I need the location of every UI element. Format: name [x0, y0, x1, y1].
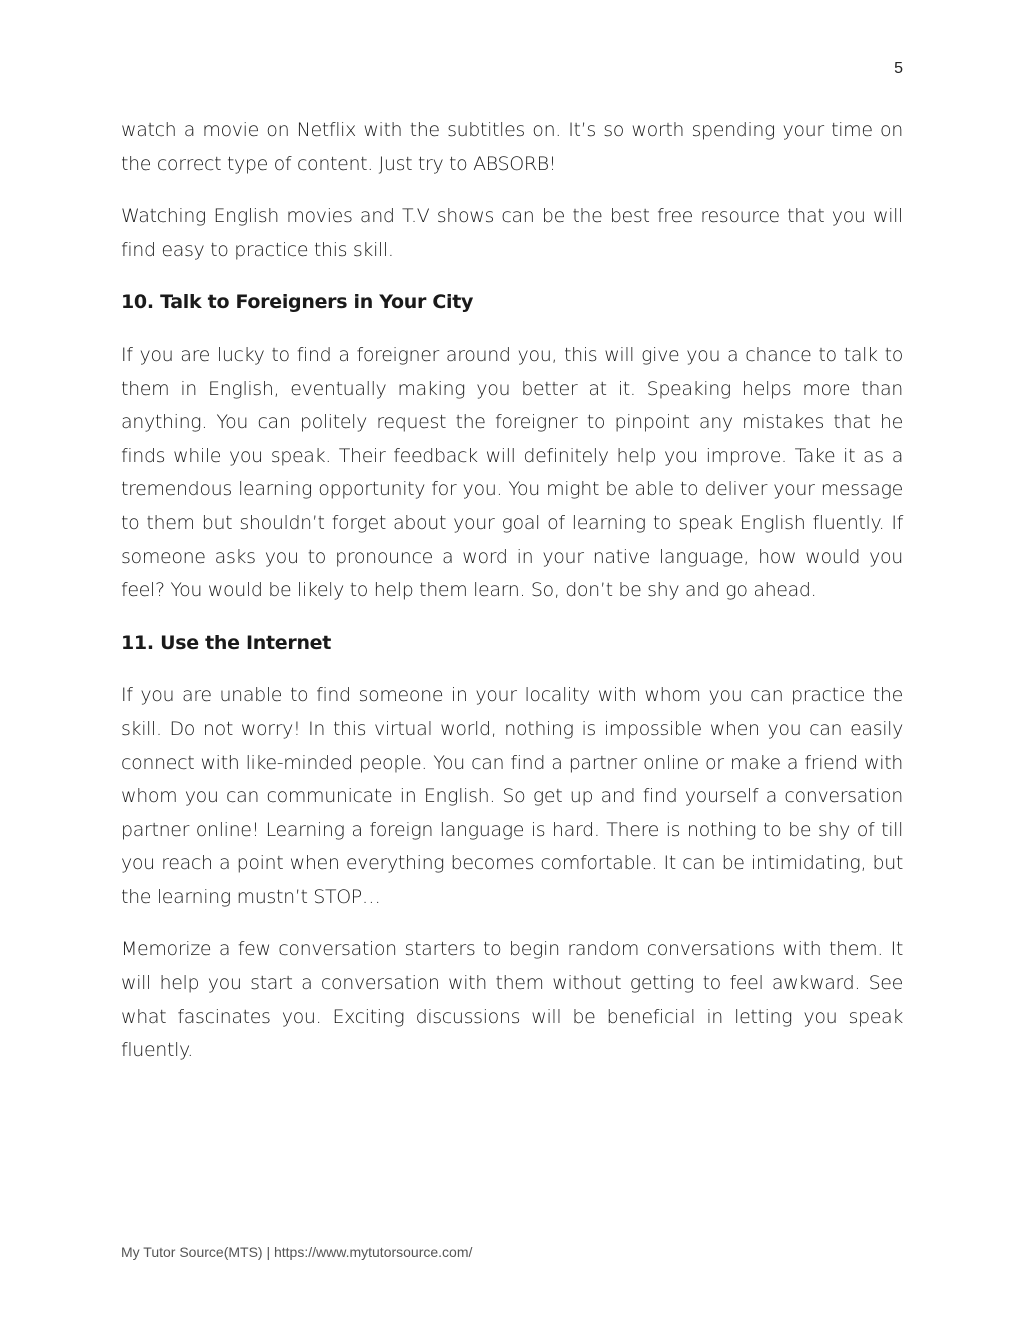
page-content [121, 114, 903, 1087]
page-footer: My Tutor Source(MTS) | https://www.mytutorsource.com/ [121, 1244, 473, 1260]
paragraph-foreigners: If you are lucky to find a foreigner around you, this will give you a chance to talk to them in English, eventually making you better at it. Speaking helps more than anything. You can politely request the foreigner to pinpoint any mistakes that he finds while you speak. Their feedback will definitely help you improve. Take it as a tremendous learning opportunity for you. You might be able to deliver your message to them but shouldn’t forget about your goal of learning to speak English fluently. If someone asks you to pronounce a word in your native language, how would you feel? You would be likely to help them learn. So, don’t be shy and go ahead. [121, 343, 903, 602]
paragraph-netflix-subtitles: watch a movie on Netflix with the subtitles on. It’s so worth spending your time on the correct type of content. Just try to ABSORB! [121, 119, 903, 175]
paragraph-english-movies: Watching English movies and T.V shows can be the best free resource that you will find easy to practice this skill. [121, 205, 903, 261]
page-number: 5 [894, 60, 903, 77]
paragraph-conversation-starters: Memorize a few conversation starters to begin random conversations with them. It will help you start a conversation with them without getting to feel awkward. See what fascinates you. Exciting discussions will be beneficial in letting you speak fluently. [121, 938, 903, 1062]
section-heading-talk-to-foreigners: 10. Talk to Foreigners in Your City [121, 291, 474, 314]
section-heading-use-internet: 11. Use the Internet [121, 631, 332, 654]
paragraph-internet: If you are unable to find someone in your locality with whom you can practice the skill. Do not worry! In this virtual world, nothing is impossible when you can easily connect with like-minded people. You can find a partner online or make a friend with whom you can communicate in English. So get up and find yourself a conversation partner online! Learning a foreign language is hard. There is nothing to be shy of till you reach a point when everything becomes comfortable. It can be intimidating, but the learning mustn’t STOP… [121, 684, 903, 908]
